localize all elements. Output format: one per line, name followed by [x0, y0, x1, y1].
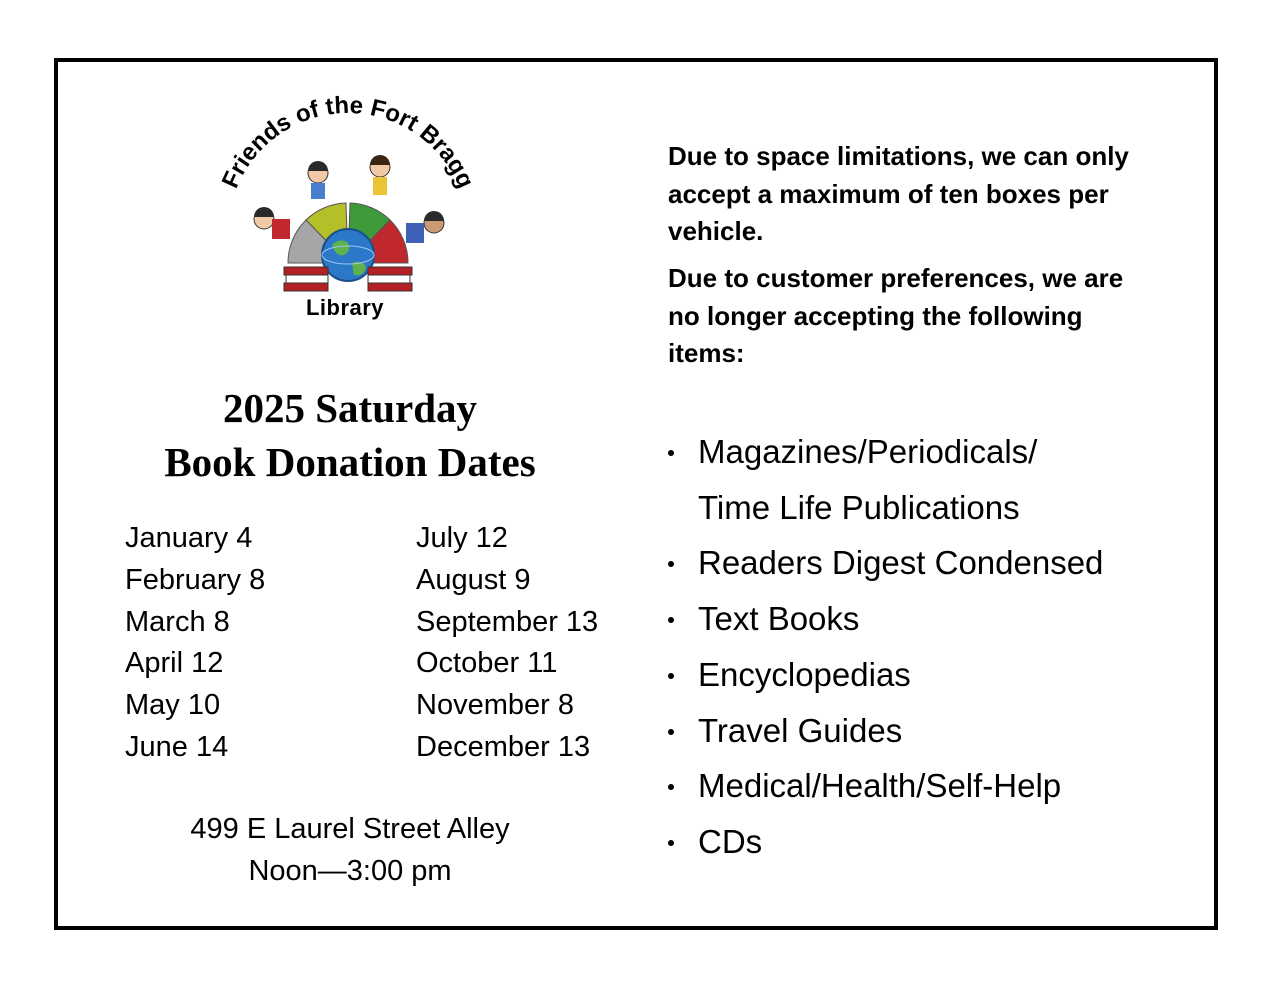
list-item: [668, 703, 1208, 759]
item-label: Travel Guides: [698, 711, 903, 749]
bullet-icon: [668, 450, 674, 456]
donation-date: August 9: [416, 563, 531, 596]
svg-text:Friends of the Fort Bragg: [217, 95, 479, 192]
bullet-icon: [668, 840, 674, 846]
notice-line: accept a maximum of ten boxes per: [668, 178, 1109, 209]
bullet-icon: [668, 729, 674, 735]
notice-box-limit: [668, 138, 1198, 251]
notice-line: Due to customer preferences, we are: [668, 263, 1124, 293]
title-year: 2025 Saturday: [222, 385, 477, 431]
bullet-icon: [668, 673, 674, 679]
logo-arc-text: Friends of the Fort Bragg: [216, 95, 480, 193]
item-label: Medical/Health/Self-Help: [698, 767, 1062, 805]
address-hours: Noon—3:00 pm: [248, 855, 452, 887]
donation-date: December 13: [416, 730, 591, 763]
bullet-icon: [668, 561, 674, 567]
friends-library-logo: [200, 95, 490, 335]
item-label: Readers Digest Condensed: [698, 544, 1104, 582]
bullet-icon: [668, 784, 674, 790]
bullet-icon: [668, 617, 674, 623]
donation-date: January 4: [125, 522, 253, 554]
list-item: [668, 535, 1208, 591]
donation-date: June 14: [125, 730, 229, 763]
item-label: Text Books: [698, 600, 860, 638]
notice-preferences: [668, 260, 1198, 373]
item-label: Time Life Publications: [698, 488, 1020, 526]
list-item: [668, 814, 1208, 870]
address-street: 499 E Laurel Street Alley: [190, 813, 510, 845]
donation-date: April 12: [125, 647, 224, 680]
item-label: CDs: [698, 822, 763, 860]
list-item: [668, 647, 1208, 703]
notice-line: no longer accepting the following: [668, 300, 1083, 331]
notice-line: Due to space limitations, we can only: [668, 141, 1129, 171]
item-label: Magazines/Periodicals/: [698, 433, 1038, 470]
dates-column-right: [416, 518, 598, 769]
dates-column-left: [125, 518, 265, 769]
list-item: [668, 591, 1208, 647]
donation-date: October 11: [416, 647, 558, 680]
donation-date: September 13: [416, 605, 599, 638]
notice-line: items:: [668, 338, 745, 368]
excluded-items-list: [668, 424, 1208, 870]
logo-library-word: Library: [305, 295, 385, 320]
donation-date: March 8: [125, 605, 230, 638]
donation-date: February 8: [125, 563, 266, 596]
list-item: [668, 758, 1208, 814]
donation-date: July 12: [416, 522, 508, 554]
item-label: Encyclopedias: [698, 655, 911, 693]
donation-date: November 8: [416, 689, 574, 722]
title-heading: Book Donation Dates: [164, 439, 536, 485]
donation-date: May 10: [125, 689, 221, 722]
notice-line: vehicle.: [668, 216, 764, 246]
list-item: [668, 424, 1208, 535]
